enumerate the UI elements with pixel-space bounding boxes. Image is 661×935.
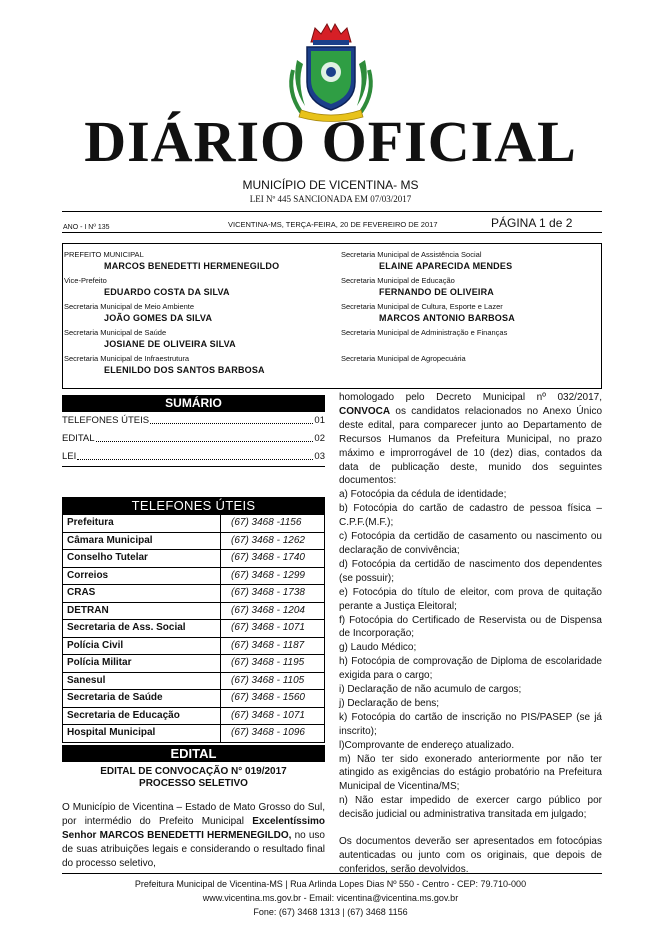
table-row bbox=[63, 602, 325, 620]
phone-number: (67) 3468 - 1738 bbox=[221, 585, 325, 603]
edital-intro-paragraph bbox=[62, 801, 325, 871]
official-entry bbox=[341, 249, 601, 275]
official-name: FERNANDO DE OLIVEIRA bbox=[379, 287, 495, 297]
phone-number: (67) 3468 - 1195 bbox=[221, 655, 325, 673]
official-name: JOÃO GOMES DA SILVA bbox=[104, 313, 213, 323]
phone-entity: Sanesul bbox=[63, 672, 221, 690]
telefones-heading: TELEFONES ÚTEIS bbox=[62, 497, 325, 514]
phone-number: (67) 3468 - 1105 bbox=[221, 672, 325, 690]
phone-entity: Conselho Tutelar bbox=[63, 550, 221, 568]
edital-title-line: EDITAL DE CONVOCAÇÃO N° 019/2017 bbox=[100, 766, 287, 777]
document-item: d) Fotocópia da certidão de nascimento dos dependentes (se possuir); bbox=[339, 558, 602, 584]
official-name: JOSIANE DE OLIVEIRA SILVA bbox=[104, 339, 236, 349]
phone-entity: Prefeitura bbox=[63, 515, 221, 533]
phone-entity: Câmara Municipal bbox=[63, 532, 221, 550]
issue-dateline: VICENTINA-MS, TERÇA-FEIRA, 20 DE FEVEREIRO DE 2017 bbox=[228, 220, 438, 229]
document-item: h) Fotocópia de comprovação de Diploma de escolaridade exigida para o cargo; bbox=[339, 656, 602, 682]
official-name: MARCOS BENEDETTI HERMENEGILDO bbox=[104, 261, 280, 271]
table-row bbox=[63, 655, 325, 673]
sumario-item-page: 03 bbox=[314, 451, 325, 462]
phone-entity: DETRAN bbox=[63, 602, 221, 620]
footer-address: Prefeitura Municipal de Vicentina-MS | Rua Arlinda Lopes Dias Nº 550 - Centro - CEP: 79.710-000 bbox=[134, 879, 527, 889]
sumario-list bbox=[62, 413, 325, 467]
dot-leader bbox=[77, 449, 313, 460]
officials-box bbox=[62, 243, 602, 389]
phone-number: (67) 3468 - 1299 bbox=[221, 567, 325, 585]
edital-intro-text: no uso de suas atribuições legais e considerando o resultado final do processo seletivo, bbox=[62, 829, 325, 869]
phone-entity: CRAS bbox=[63, 585, 221, 603]
footer-web-email: www.vicentina.ms.gov.br - Email: vicentina@vicentina.ms.gov.br bbox=[202, 893, 459, 903]
official-role: Secretaria Municipal de Infraestrutura bbox=[64, 354, 190, 363]
official-entry bbox=[64, 353, 334, 379]
officials-left-column bbox=[64, 249, 334, 379]
table-row bbox=[63, 672, 325, 690]
table-row bbox=[63, 585, 325, 603]
official-role: Vice-Prefeito bbox=[64, 276, 107, 285]
official-role: Secretaria Municipal de Assistência Social bbox=[341, 250, 482, 259]
officials-right-column bbox=[341, 249, 601, 379]
telefones-table bbox=[62, 514, 325, 743]
phone-entity: Polícia Civil bbox=[63, 637, 221, 655]
table-row bbox=[63, 707, 325, 725]
header-bottom-rule bbox=[62, 232, 602, 233]
official-entry bbox=[64, 275, 334, 301]
sumario-heading: SUMÁRIO bbox=[62, 395, 325, 412]
phone-number: (67) 3468 - 1740 bbox=[221, 550, 325, 568]
document-item: j) Declaração de bens; bbox=[339, 697, 440, 709]
phone-number: (67) 3468 -1156 bbox=[221, 515, 325, 533]
phone-entity: Hospital Municipal bbox=[63, 725, 221, 743]
sumario-item-page: 01 bbox=[314, 415, 325, 426]
official-name: ELAINE APARECIDA MENDES bbox=[379, 261, 513, 271]
edital-intro-bold: Excelentíssimo Senhor MARCOS BENEDETTI HERMENEGILDO, bbox=[62, 815, 325, 841]
phone-number: (67) 3468 - 1096 bbox=[221, 725, 325, 743]
dot-leader bbox=[96, 431, 314, 442]
phone-entity: Correios bbox=[63, 567, 221, 585]
municipality-name: MUNICÍPIO DE VICENTINA- MS bbox=[242, 178, 419, 192]
official-role: Secretaria Municipal de Administração e Finanças bbox=[341, 328, 508, 337]
body-text: os candidatos relacionados no Anexo Único deste edital, para comparecer junto ao Departamento de Recursos Humanos da Prefeitura Municipal, no prazo máximo e improrrogável de 10 (dez) dias, contados da data de publicação deste, munido dos seguintes documentos: bbox=[339, 405, 602, 487]
document-item: k) Fotocópia do cartão de inscrição no PIS/PASEP (se já inscrito); bbox=[339, 711, 602, 737]
official-entry bbox=[341, 301, 601, 327]
sumario-bottom-rule bbox=[62, 466, 325, 467]
table-row bbox=[63, 637, 325, 655]
phone-number: (67) 3468 - 1204 bbox=[221, 602, 325, 620]
footer-rule bbox=[62, 873, 602, 874]
edital-convoca-paragraph bbox=[339, 391, 602, 488]
document-item: b) Fotocópia do cartão de cadastro de pessoa física – C.P.F.(M.F.); bbox=[339, 503, 602, 529]
table-row bbox=[63, 690, 325, 708]
document-item: g) Laudo Médico; bbox=[339, 642, 417, 654]
document-item: i) Declaração de não acumulo de cargos; bbox=[339, 684, 522, 696]
official-name: EDUARDO COSTA DA SILVA bbox=[104, 287, 230, 297]
document-item: a) Fotocópia da cédula de identidade; bbox=[339, 489, 507, 501]
official-role: Secretaria Municipal de Agropecuária bbox=[341, 354, 466, 363]
phone-number: (67) 3468 - 1071 bbox=[221, 620, 325, 638]
dot-leader bbox=[150, 413, 313, 424]
phone-entity: Secretaria de Ass. Social bbox=[63, 620, 221, 638]
official-entry bbox=[64, 301, 334, 327]
table-row bbox=[63, 532, 325, 550]
edital-subtitle-line: PROCESSO SELETIVO bbox=[139, 778, 248, 789]
edital-closing-paragraph: Os documentos deverão ser apresentados em fotocópias autenticadas ou junto com os originais, que depois de conferidos, serão devolvidos. bbox=[339, 836, 602, 875]
sumario-item[interactable] bbox=[62, 413, 325, 431]
table-row bbox=[63, 620, 325, 638]
table-row bbox=[63, 725, 325, 743]
edital-intro-text: O Município de Vicentina – Estado de Mato Grosso do Sul, por intermédio do Prefeito Municipal bbox=[62, 802, 325, 827]
official-role: Secretaria Municipal de Educação bbox=[341, 276, 455, 285]
page-indicator: PÁGINA 1 de 2 bbox=[491, 216, 573, 230]
phone-number: (67) 3468 - 1262 bbox=[221, 532, 325, 550]
document-item: n) Não estar impedido de exercer cargo público por decisão judicial ou administrativa transitada em julgado; bbox=[339, 795, 602, 821]
official-entry bbox=[64, 249, 334, 275]
official-entry bbox=[64, 327, 334, 353]
table-row bbox=[63, 550, 325, 568]
document-item: f) Fotocópia do Certificado de Reservista ou de Dispensa de Incorporação; bbox=[339, 614, 602, 640]
sumario-item[interactable] bbox=[62, 431, 325, 449]
document-item: c) Fotocópia da certidão de casamento ou nascimento ou declaração de convivência; bbox=[339, 531, 602, 556]
phone-number: (67) 3468 - 1071 bbox=[221, 707, 325, 725]
newspaper-masthead-title: DIÁRIO OFICIAL bbox=[84, 109, 577, 174]
header-top-rule bbox=[62, 211, 602, 212]
sumario-item-label: LEI bbox=[62, 451, 77, 462]
phone-entity: Secretaria de Saúde bbox=[63, 690, 221, 708]
table-row bbox=[63, 515, 325, 533]
crown-icon bbox=[311, 24, 351, 45]
sumario-item[interactable] bbox=[62, 449, 325, 467]
sumario-item-label: EDITAL bbox=[62, 433, 95, 444]
edital-heading: EDITAL bbox=[62, 745, 325, 762]
document-item: e) Fotocópia do título de eleitor, com prova de quitação perante a Justiça Eleitoral; bbox=[339, 586, 602, 612]
official-entry bbox=[341, 353, 601, 379]
official-entry bbox=[341, 275, 601, 301]
phone-entity: Polícia Militar bbox=[63, 655, 221, 673]
footer-phones: Fone: (67) 3468 1313 | (67) 3468 1156 bbox=[253, 907, 408, 917]
phone-number: (67) 3468 - 1187 bbox=[221, 637, 325, 655]
official-name: ELENILDO DOS SANTOS BARBOSA bbox=[104, 365, 265, 375]
official-entry bbox=[341, 327, 601, 353]
official-role: Secretaria Municipal de Cultura, Esporte e Lazer bbox=[341, 302, 503, 311]
phone-entity: Secretaria de Educação bbox=[63, 707, 221, 725]
document-item: l)Comprovante de endereço atualizado. bbox=[339, 739, 515, 751]
official-role: PREFEITO MUNICIPAL bbox=[64, 250, 144, 259]
official-role: Secretaria Municipal de Meio Ambiente bbox=[64, 302, 195, 311]
table-row bbox=[63, 567, 325, 585]
document-item: m) Não ter sido exonerado anteriormente por não ter atingido as exigências do estágio probatório na Prefeitura Municipal de Vicentina/MS; bbox=[339, 753, 602, 793]
phone-number: (67) 3468 - 1560 bbox=[221, 690, 325, 708]
edital-body-column bbox=[339, 391, 602, 877]
official-role: Secretaria Municipal de Saúde bbox=[64, 328, 167, 337]
body-text: homologado pelo Decreto Municipal nº 032/2017, bbox=[339, 392, 602, 403]
edital-title bbox=[62, 766, 325, 790]
sumario-item-page: 02 bbox=[314, 433, 325, 444]
body-text-bold: CONVOCA bbox=[339, 405, 391, 417]
issue-number: ANO - I Nº 135 bbox=[63, 224, 110, 231]
law-reference: LEI Nº 445 SANCIONADA EM 07/03/2017 bbox=[249, 194, 412, 204]
sumario-item-label: TELEFONES ÚTEIS bbox=[62, 415, 150, 426]
official-name: MARCOS ANTONIO BARBOSA bbox=[379, 313, 515, 323]
